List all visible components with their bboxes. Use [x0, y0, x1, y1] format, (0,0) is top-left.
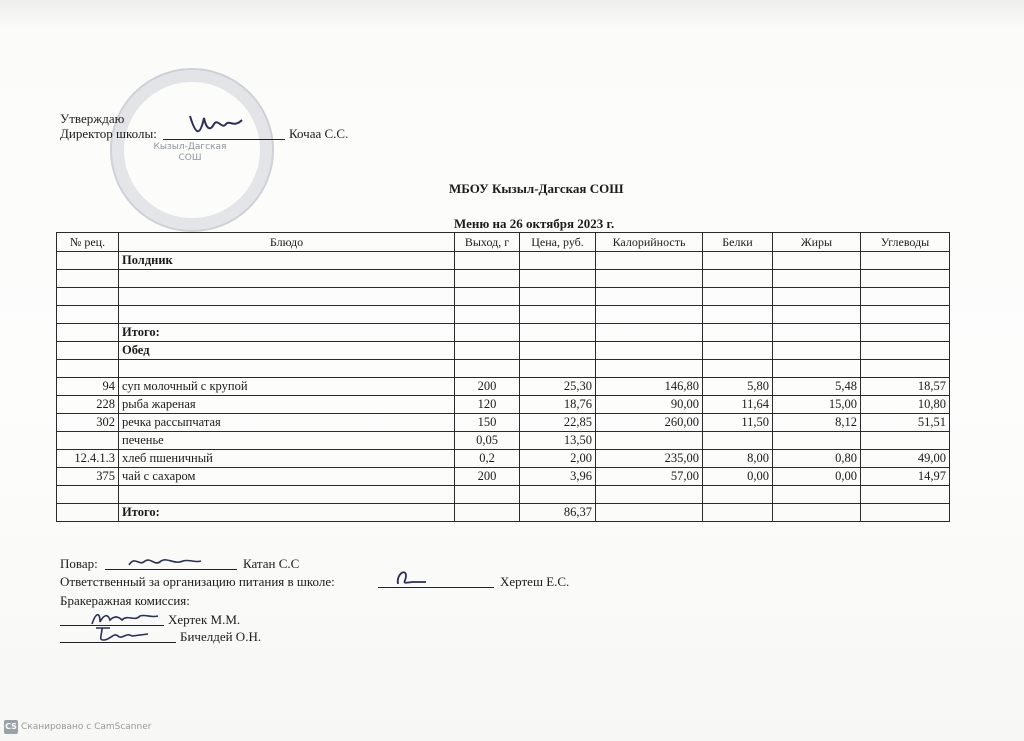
- camscanner-watermark: [4, 720, 151, 734]
- commission-member-2: Бичелдей О.Н.: [180, 629, 262, 644]
- cook-name: Катан С.С: [243, 556, 300, 571]
- table-row: [57, 288, 950, 306]
- stamp-line-1: Кызыл-Дагская: [153, 142, 227, 152]
- table-row: [57, 252, 950, 270]
- commission-member-1: Хертек М.М.: [168, 612, 241, 627]
- menu-table: [56, 232, 950, 522]
- member2-signature: [92, 624, 152, 644]
- table-row: [57, 342, 950, 360]
- commission-label: Бракеражная комиссия:: [60, 593, 190, 608]
- table-row: [57, 306, 950, 324]
- table-row: печенье 0,05 13,50: [57, 432, 950, 450]
- lunch-total-label: Итого:: [119, 504, 455, 522]
- col-header-kcal: Калорийность: [596, 233, 703, 252]
- table-row: [57, 504, 950, 522]
- table-row: 94 суп молочный с крупой 200 25,30 146,80 5,80 5,48 18,57: [57, 378, 950, 396]
- table-row: 12.4.1.3 хлеб пшеничный 0,2 2,00 235,00 8,00 0,80 49,00: [57, 450, 950, 468]
- col-header-fat: Жиры: [773, 233, 861, 252]
- director-name: Кочаа С.С.: [289, 126, 349, 141]
- col-header-price: Цена, руб.: [520, 233, 596, 252]
- col-header-recipe: № рец.: [57, 233, 119, 252]
- lunch-title: Обед: [119, 342, 455, 360]
- camscanner-icon: CS: [4, 720, 18, 734]
- cook-signature: [125, 553, 205, 571]
- table-row: [57, 360, 950, 378]
- lunch-total-price: 86,37: [520, 504, 596, 522]
- table-row: [57, 270, 950, 288]
- responsible-label: Ответственный за организацию питания в школе:: [60, 574, 335, 589]
- table-row: 302 речка рассыпчатая 150 22,85 260,00 11,50 8,12 51,51: [57, 414, 950, 432]
- table-row: 375 чай с сахаром 200 3,96 57,00 0,00 0,00 14,97: [57, 468, 950, 486]
- stamp-line-2: СОШ: [178, 153, 202, 163]
- col-header-dish: Блюдо: [119, 233, 455, 252]
- table-row: [57, 486, 950, 504]
- snack-total-label: Итого:: [119, 324, 455, 342]
- table-header-row: [57, 233, 950, 252]
- director-label: Директор школы:: [60, 126, 157, 141]
- director-signature: [186, 110, 246, 140]
- table-row: [57, 324, 950, 342]
- responsible-name: Хертеш Е.С.: [500, 574, 570, 589]
- menu-title: Меню на 26 октября 2023 г.: [454, 216, 615, 231]
- table-row: 228 рыба жареная 120 18,76 90,00 11,64 15,00 10,80: [57, 396, 950, 414]
- school-name: МБОУ Кызыл-Дагская СОШ: [449, 181, 624, 196]
- col-header-protein: Белки: [703, 233, 773, 252]
- col-header-carbs: Углеводы: [861, 233, 950, 252]
- cook-label: Повар:: [60, 556, 98, 571]
- approve-label: Утверждаю: [60, 111, 125, 126]
- responsible-signature: [392, 566, 432, 588]
- camscanner-text: Сканировано с CamScanner: [21, 722, 152, 732]
- col-header-yield: Выход, г: [455, 233, 520, 252]
- snack-title: Полдник: [119, 252, 455, 270]
